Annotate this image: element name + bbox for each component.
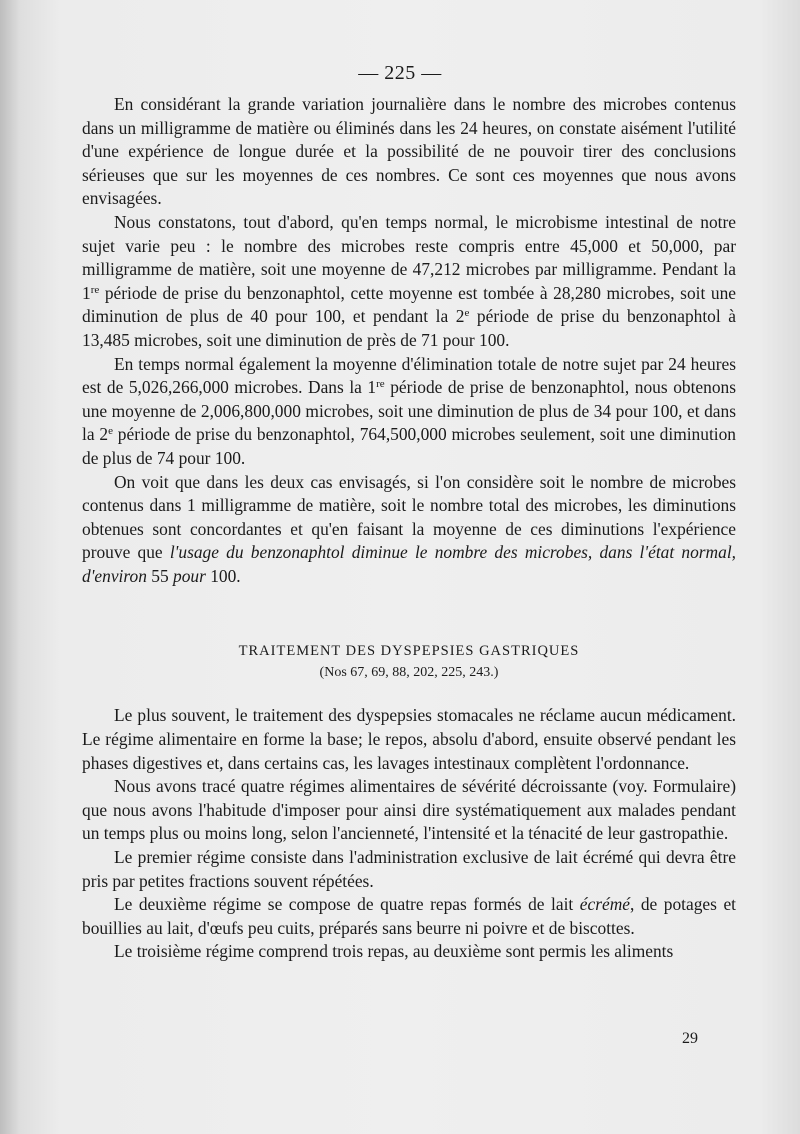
paragraph-text: , de potages et bouillies au lait, d'œufs peu cuits, préparés sans beurre ni poivre et de biscottes. bbox=[82, 894, 736, 938]
paragraph-text: 100. bbox=[205, 565, 241, 586]
italic-word: pour bbox=[173, 565, 206, 586]
paragraph bbox=[82, 893, 736, 940]
section-title: TRAITEMENT DES DYSPEPSIES GASTRIQUES bbox=[238, 643, 580, 660]
italic-conclusion: l'usage du benzonaphtol diminue le nombre des microbes, dans l'état normal, d'environ bbox=[82, 542, 736, 586]
paragraph: Le premier régime consiste dans l'administration exclusive de lait écrémé qui devra être pris par petites fractions souvent répétées. bbox=[82, 847, 736, 891]
paragraph bbox=[82, 211, 736, 353]
page-number: — 225 — bbox=[358, 62, 442, 84]
paragraph: Le plus souvent, le traitement des dyspepsies stomacales ne réclame aucun médicament. Le régime alimentaire en forme la base; le repos, absolu d'abord, ensuite observé pendant les phases digestives et, dans certains cas, les lavages intestinaux complètent l'ordonnance. bbox=[82, 705, 736, 773]
paragraph-text: On voit que dans les deux cas envisagés, si l'on considère soit le nombre de microbes contenus dans 1 milligramme de matière, soit le nombre total des microbes, les diminutions obtenues sont concordantes et qu'en faisant la moyenne de ces diminutions l'expérience prouve que bbox=[82, 471, 736, 563]
paragraph-text: période de prise du benzonaphtol, cette moyenne est tombée à 28,280 microbes, soit une diminution de plus de 40 pour 100, et pendant la 2 bbox=[82, 282, 736, 327]
paragraph-text: Nous constatons, tout d'abord, qu'en temps normal, le microbisme intestinal de notre sujet varie peu : le nombre des microbes reste compris entre 45,000 et 50,000, par milligramme de matière, soit une moyenne de 47,212 microbes par milligramme. Pendant la 1 bbox=[82, 211, 736, 303]
paragraph bbox=[82, 353, 736, 471]
ordinal-superscript: re bbox=[90, 283, 100, 296]
paragraph-text: 55 bbox=[146, 565, 173, 586]
paragraph-text: période de prise de benzonaphtol, nous obtenons une moyenne de 2,006,800,000 microbes, soit une diminution de plus de 34 pour 100, et dans la 2 bbox=[82, 377, 736, 445]
ordinal-superscript: e bbox=[108, 425, 113, 438]
paragraph bbox=[82, 471, 736, 589]
paragraph-text: Le deuxième régime se compose de quatre repas formés de lait bbox=[114, 894, 580, 915]
paragraph: Le troisième régime comprend trois repas, au deuxième sont permis les aliments bbox=[114, 941, 674, 962]
page-body bbox=[82, 93, 736, 964]
signature-number: 29 bbox=[682, 1030, 698, 1047]
ordinal-superscript: e bbox=[464, 307, 470, 320]
paragraph-text: En temps normal également la moyenne d'élimination totale de notre sujet par 24 heures est de 5,026,266,000 microbes. Dans la 1 bbox=[82, 353, 736, 398]
paragraph-text: période de prise du benzonaphtol, 764,500,000 microbes seulement, soit une diminution de plus de 74 pour 100. bbox=[82, 424, 737, 468]
paragraph: En considérant la grande variation journalière dans le nombre des microbes contenus dans un milligramme de matière ou éliminés dans les 24 heures, on constate aisément l'utilité d'une expérience de longue durée et la possibilité de ne pouvoir tirer des conclusions sérieuses que sur les moyennes de ces nombres. Ce sont ces moyennes que nous avons envisagées. bbox=[82, 94, 736, 209]
italic-word: écrémé bbox=[579, 894, 630, 915]
ordinal-superscript: re bbox=[376, 378, 385, 391]
section-reference: (Nos 67, 69, 88, 202, 225, 243.) bbox=[319, 665, 499, 681]
paragraph-text: période de prise du benzonaphtol à 13,485 microbes, soit une diminution de près de 71 pour 100. bbox=[82, 306, 736, 350]
paragraph: Nous avons tracé quatre régimes alimentaires de sévérité décroissante (voy. Formulaire) que nous avons l'habitude d'imposer pour ainsi dire systématiquement aux malades pendant un temps plus ou moins long, selon l'ancienneté, l'intensité et la ténacité de leur gastropathie. bbox=[82, 776, 736, 844]
